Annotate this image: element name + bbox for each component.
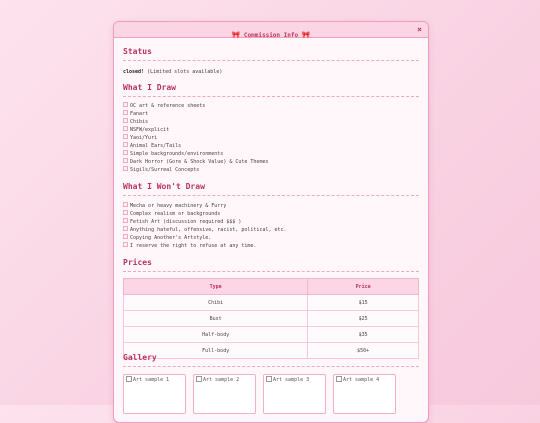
- price-type-cell: Bust: [124, 311, 308, 327]
- list-item: Fanart: [123, 110, 268, 118]
- bullet-icon: [123, 102, 128, 107]
- list-item: OC art & reference sheets: [123, 102, 268, 110]
- what-i-draw-heading: What I Draw: [123, 83, 419, 97]
- list-item: I reserve the right to refuse at any time.: [123, 242, 287, 250]
- table-row: [124, 327, 419, 343]
- prices-heading: Prices: [123, 258, 419, 272]
- price-type-cell: Full-body: [124, 343, 308, 359]
- list-item: Complex realism or backgrounds: [123, 210, 287, 218]
- gallery-image[interactable]: Art sample 3: [263, 374, 326, 414]
- bullet-icon: [123, 166, 128, 171]
- bullet-icon: [123, 110, 128, 115]
- price-value-cell: $25: [308, 311, 419, 327]
- list-item: Chibis: [123, 118, 268, 126]
- status-state: closed!: [123, 69, 145, 75]
- gallery-heading: Gallery: [123, 353, 419, 367]
- window-titlebar[interactable]: [114, 22, 428, 38]
- bullet-icon: [123, 218, 128, 223]
- table-header-row: [124, 279, 419, 295]
- table-row: [124, 295, 419, 311]
- price-type-cell: Half-body: [124, 327, 308, 343]
- broken-image-icon: [266, 376, 272, 382]
- list-item: Dark Horror (Gore & Shock Value) & Cute Themes: [123, 158, 268, 166]
- bullet-icon: [123, 126, 128, 131]
- broken-image-icon: [336, 376, 342, 382]
- what-i-wont-draw-list: [123, 202, 287, 250]
- broken-image-icon: [126, 376, 132, 382]
- close-button[interactable]: ×: [417, 25, 422, 34]
- bullet-icon: [123, 134, 128, 139]
- price-value-cell: $15: [308, 295, 419, 311]
- bullet-icon: [123, 158, 128, 163]
- window-title-text: Commission Info: [243, 32, 299, 39]
- column-header-price: Price: [308, 279, 419, 295]
- what-i-wont-draw-heading: What I Won't Draw: [123, 182, 419, 196]
- gallery-image[interactable]: Art sample 1: [123, 374, 186, 414]
- status-note: (Limited slots available): [144, 69, 223, 75]
- bullet-icon: [123, 234, 128, 239]
- column-header-type: Type: [124, 279, 308, 295]
- commission-info-window: [113, 21, 429, 423]
- ribbon-bow-icon: 🎀: [231, 31, 241, 39]
- bullet-icon: [123, 242, 128, 247]
- price-type-cell: Chibi: [124, 295, 308, 311]
- list-item: Yaoi/Yuri: [123, 134, 268, 142]
- bullet-icon: [123, 226, 128, 231]
- gallery-image[interactable]: Art sample 2: [193, 374, 256, 414]
- bullet-icon: [123, 118, 128, 123]
- list-item: NSFW/explicit: [123, 126, 268, 134]
- list-item: Animal Ears/Tails: [123, 142, 268, 150]
- window-title: [232, 32, 311, 39]
- list-item: Fetish Art (discussion required $$$ ): [123, 218, 287, 226]
- ribbon-bow-icon: 🎀: [301, 31, 311, 39]
- gallery-image[interactable]: Art sample 4: [333, 374, 396, 414]
- broken-image-icon: [196, 376, 202, 382]
- list-item: Simple backgrounds/environments: [123, 150, 268, 158]
- bullet-icon: [123, 150, 128, 155]
- status-text: [123, 69, 222, 75]
- what-i-draw-list: [123, 102, 268, 174]
- table-row: [124, 311, 419, 327]
- bullet-icon: [123, 142, 128, 147]
- list-item: Copying Another's Artstyle.: [123, 234, 287, 242]
- bullet-icon: [123, 210, 128, 215]
- prices-table: [123, 278, 419, 359]
- price-value-cell: $35: [308, 327, 419, 343]
- list-item: Mecha or heavy machinery & Furry: [123, 202, 287, 210]
- list-item: Sigils/Surreal Concepts: [123, 166, 268, 174]
- price-value-cell: $50+: [308, 343, 419, 359]
- bullet-icon: [123, 202, 128, 207]
- status-heading: Status: [123, 47, 419, 61]
- list-item: Anything hateful, offensive, racist, political, etc.: [123, 226, 287, 234]
